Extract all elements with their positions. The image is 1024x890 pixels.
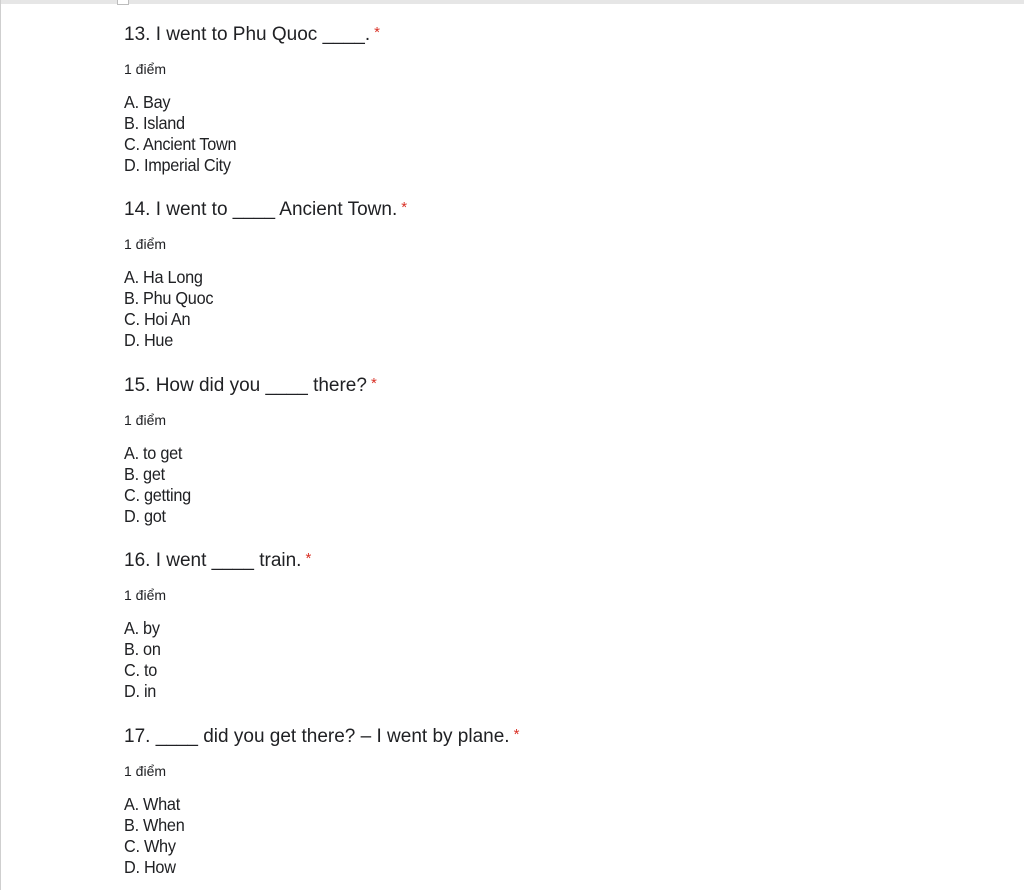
option-c[interactable]: C. Why [124,836,176,856]
question-points: 1 điểm [124,412,167,428]
question-16 [124,550,984,702]
option-d[interactable]: D. Hue [124,330,173,350]
option-b[interactable]: B. Island [124,113,185,133]
options-list [124,443,984,527]
options-list [124,794,984,878]
option-a[interactable]: A. Bay [124,92,171,112]
required-mark: * [401,199,408,216]
option-d[interactable]: D. got [124,506,166,526]
required-mark: * [374,24,380,41]
required-mark: * [513,726,520,743]
question-text: 16. I went ____ train. [124,550,302,571]
option-c[interactable]: C. getting [124,485,191,505]
option-d[interactable]: D. How [124,857,176,877]
option-b[interactable]: B. get [124,464,165,484]
option-c[interactable]: C. to [124,660,157,680]
question-15 [124,375,984,527]
question-title [124,375,984,398]
option-b[interactable]: B. When [124,815,185,835]
options-list [124,618,984,702]
question-text: 17. ____ did you get there? – I went by plane. [124,726,510,747]
option-a[interactable]: A. by [124,618,160,638]
corner-mark [117,0,129,5]
option-a[interactable]: A. Ha Long [124,267,203,287]
option-a[interactable]: A. to get [124,443,183,463]
question-title [124,199,984,222]
question-title [124,550,984,573]
question-text: 14. I went to ____ Ancient Town. [124,199,398,220]
option-c[interactable]: C. Hoi An [124,309,191,329]
option-c[interactable]: C. Ancient Town [124,134,237,154]
option-d[interactable]: D. in [124,681,157,701]
question-text: 13. I went to Phu Quoc ____. [124,24,371,45]
question-title [124,24,984,47]
question-points: 1 điểm [124,61,167,77]
required-mark: * [305,550,312,567]
option-b[interactable]: B. on [124,639,161,659]
required-mark: * [370,375,377,392]
option-b[interactable]: B. Phu Quoc [124,288,214,308]
options-list [124,267,984,351]
question-points: 1 điểm [124,587,167,603]
question-17 [124,726,984,878]
question-points: 1 điểm [124,236,167,252]
question-title [124,726,984,749]
question-13 [124,24,984,176]
option-d[interactable]: D. Imperial City [124,155,231,175]
options-list [124,92,984,176]
option-a[interactable]: A. What [124,794,180,814]
question-text: 15. How did you ____ there? [124,375,367,396]
question-points: 1 điểm [124,763,167,779]
top-strip [0,0,1024,4]
question-14 [124,199,984,351]
left-border [0,0,1,890]
